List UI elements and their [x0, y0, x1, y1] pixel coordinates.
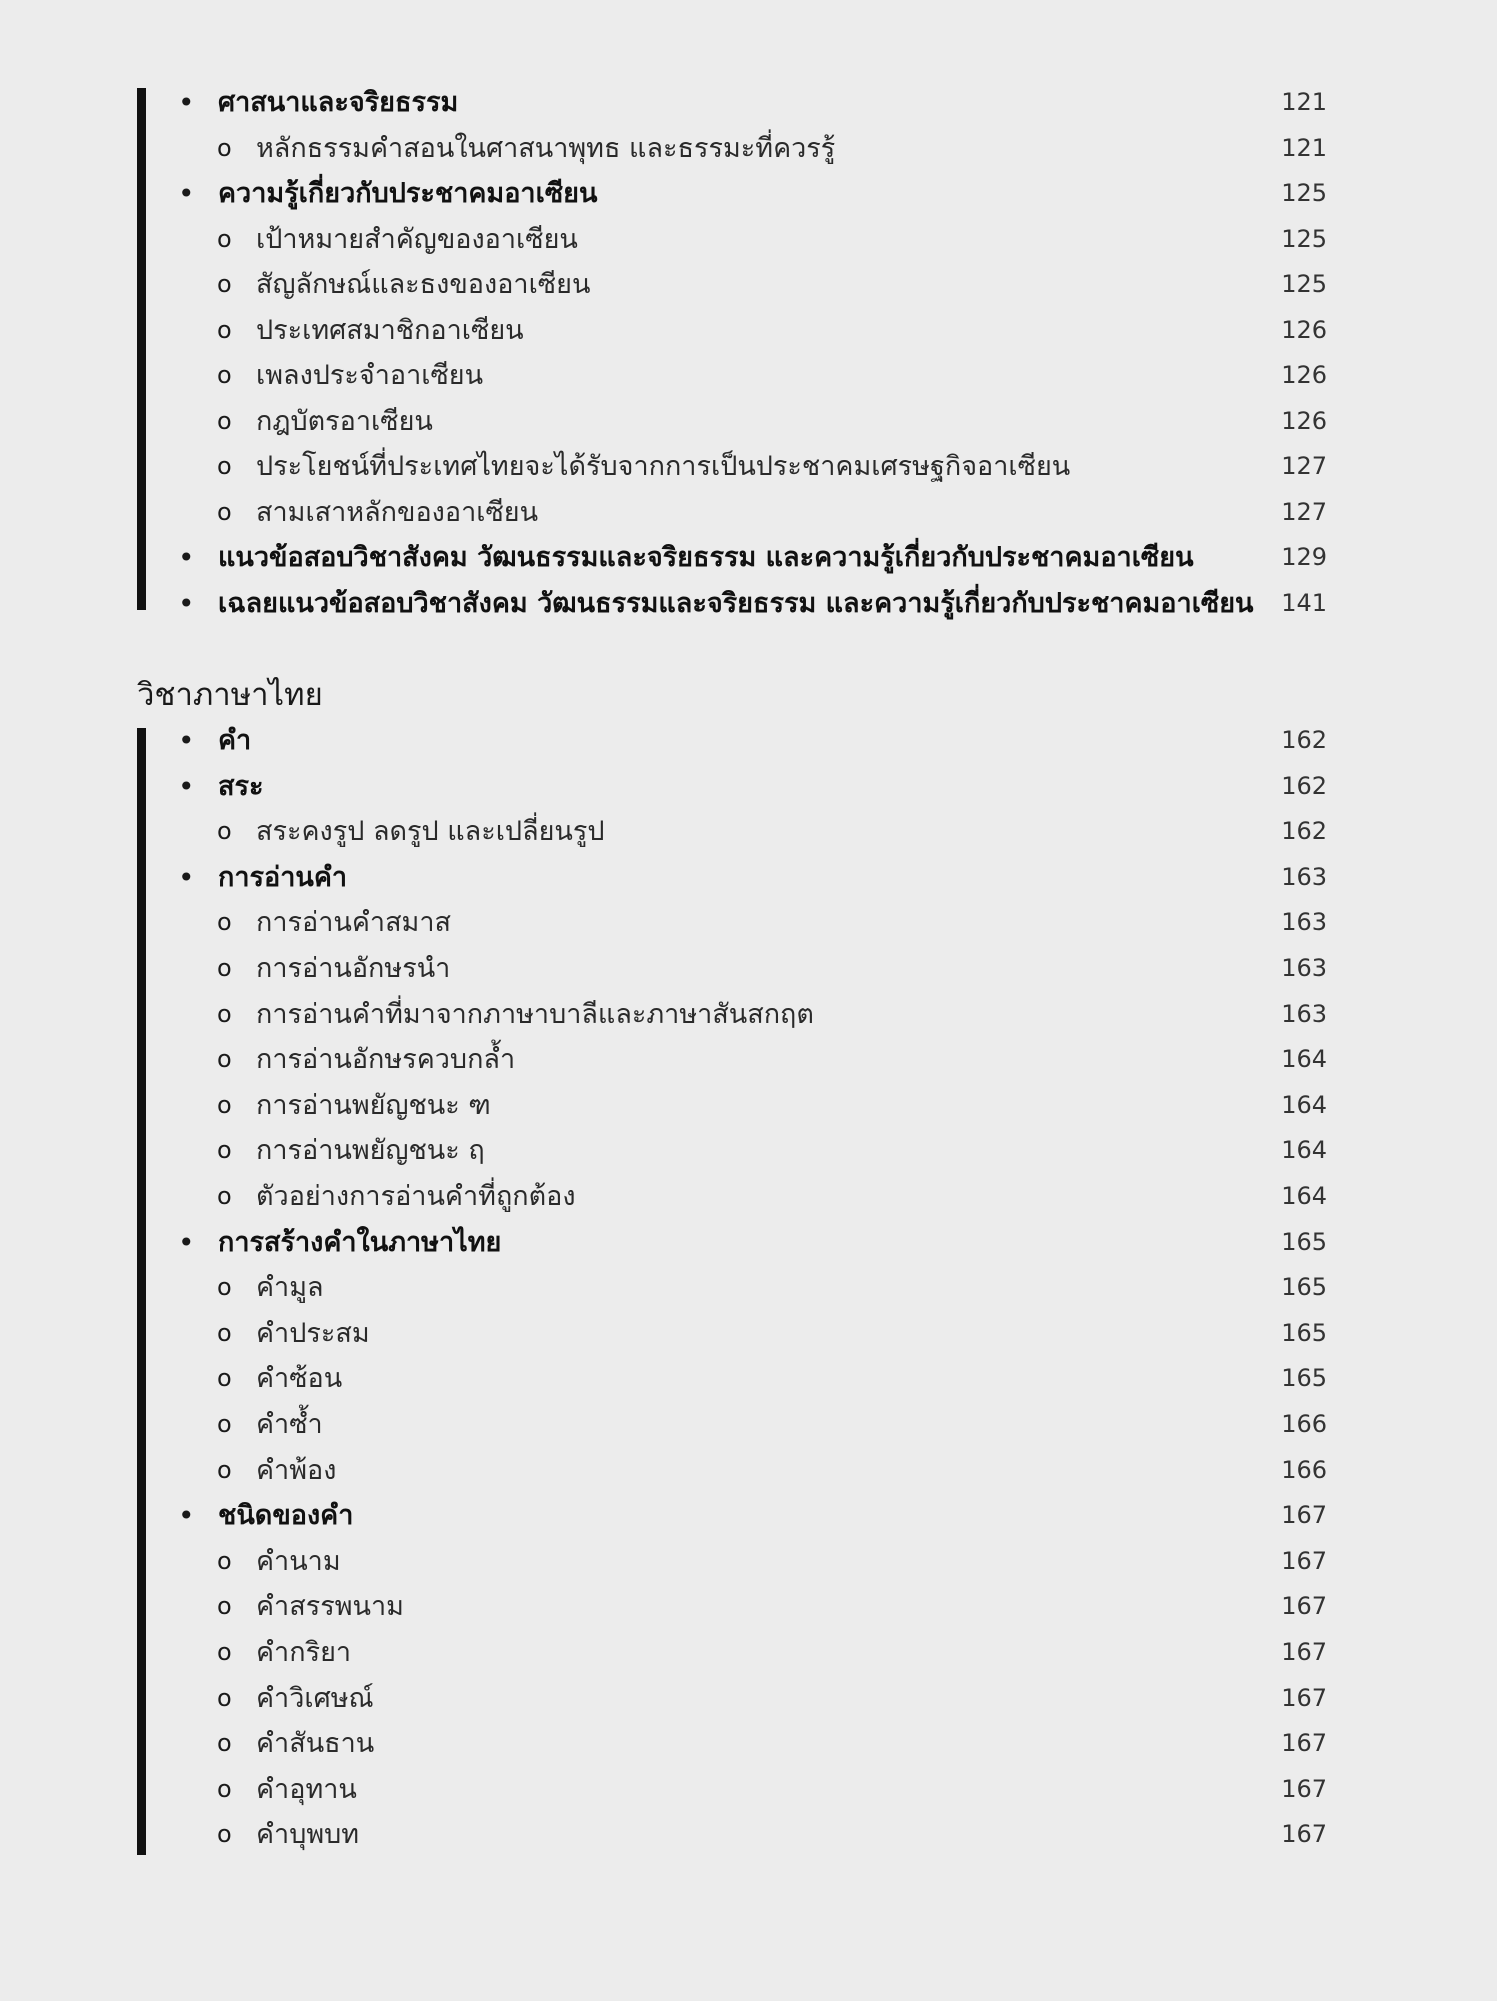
- toc-entry-label: คำสรรพนาม: [256, 1591, 404, 1623]
- circle-bullet-icon: o: [217, 1182, 232, 1210]
- toc-sub-entry: [137, 1083, 1327, 1128]
- circle-bullet-icon: o: [217, 1683, 232, 1712]
- toc-page-number: 165: [1281, 1227, 1327, 1256]
- toc-entry-label: ประเทศสมาชิกอาเซียน: [256, 314, 524, 346]
- circle-bullet-icon: o: [217, 1638, 232, 1666]
- toc-entry-label: คำกริยา: [256, 1637, 352, 1668]
- toc-entry-label: สามเสาหลักของอาเซียน: [256, 496, 539, 528]
- toc-page-number: 121: [1281, 133, 1327, 162]
- toc-entry-label: กฎบัตรอาเซียน: [256, 405, 433, 437]
- toc-entry-label: คำนาม: [256, 1545, 341, 1577]
- toc-sub-entry: [137, 1721, 1327, 1766]
- toc-entry-label: คำซ้อน: [256, 1363, 343, 1395]
- circle-bullet-icon: o: [217, 270, 232, 298]
- circle-bullet-icon: o: [217, 908, 232, 937]
- toc-entry-label: คำ: [218, 725, 252, 756]
- toc-page-number: 163: [1281, 954, 1327, 982]
- toc-page-number: 163: [1281, 908, 1327, 937]
- circle-bullet-icon: o: [217, 497, 232, 526]
- circle-bullet-icon: o: [217, 1136, 232, 1165]
- circle-bullet-icon: o: [217, 1364, 232, 1393]
- toc-entry-label: ศาสนาและจริยธรรม: [218, 87, 459, 118]
- circle-bullet-icon: o: [217, 1820, 232, 1849]
- toc-sub-entry: [137, 1584, 1327, 1629]
- toc-main-entry: [137, 80, 1327, 125]
- circle-bullet-icon: o: [217, 224, 232, 253]
- circle-bullet-icon: o: [217, 1090, 232, 1119]
- toc-entry-label: การสร้างคำในภาษาไทย: [218, 1226, 502, 1258]
- toc-page-number: 166: [1281, 1455, 1327, 1484]
- toc-sub-entry: [137, 399, 1327, 444]
- toc-page-number: 164: [1281, 1090, 1327, 1119]
- toc-page-number: 163: [1281, 862, 1327, 891]
- bullet-icon: •: [178, 541, 195, 574]
- circle-bullet-icon: o: [217, 1774, 232, 1803]
- circle-bullet-icon: o: [217, 1318, 232, 1347]
- bullet-icon: •: [178, 724, 195, 757]
- toc-page-number: 126: [1281, 406, 1327, 435]
- toc-page-number: 141: [1281, 588, 1327, 617]
- toc-entry-label: การอ่านพยัญชนะ ฤ: [256, 1135, 485, 1167]
- toc-entry-label: สระ: [218, 770, 264, 802]
- circle-bullet-icon: o: [217, 1546, 232, 1575]
- toc-page-number: 167: [1281, 1774, 1327, 1803]
- toc-page-number: 163: [1281, 999, 1327, 1028]
- toc-page-number: 121: [1281, 88, 1327, 116]
- toc-page-number: 167: [1281, 1546, 1327, 1575]
- section-title-thai: วิชาภาษาไทย: [137, 677, 323, 713]
- toc-main-entry: [137, 718, 1327, 763]
- toc-page-number: 167: [1281, 1729, 1327, 1758]
- toc-page-number: 167: [1281, 1638, 1327, 1666]
- toc-entry-label: การอ่านคำ: [218, 861, 348, 893]
- toc-section-social: [137, 80, 1327, 620]
- toc-sub-entry: [137, 900, 1327, 945]
- bullet-icon: •: [178, 86, 195, 119]
- toc-sub-entry: [137, 1311, 1327, 1356]
- toc-entry-label: ประโยชน์ที่ประเทศไทยจะได้รับจากการเป็นประชาคมเศรษฐกิจอาเซียน: [256, 451, 1071, 482]
- circle-bullet-icon: o: [217, 999, 232, 1028]
- toc-entry-label: คำพ้อง: [256, 1454, 337, 1486]
- toc-entry-label: คำมูล: [256, 1272, 324, 1304]
- toc-page-number: 125: [1281, 179, 1327, 207]
- toc-entry-label: แนวข้อสอบวิชาสังคม วัฒนธรรมและจริยธรรม และความรู้เกี่ยวกับประชาคมอาเซียน: [218, 542, 1194, 573]
- toc-sub-entry: [137, 1265, 1327, 1310]
- toc-entry-label: การอ่านพยัญชนะ ฑ: [256, 1089, 491, 1121]
- toc-page-number: 126: [1281, 361, 1327, 389]
- circle-bullet-icon: o: [217, 315, 232, 344]
- circle-bullet-icon: o: [217, 1455, 232, 1484]
- toc-page-number: 167: [1281, 1683, 1327, 1712]
- toc-main-entry: [137, 171, 1327, 216]
- toc-page-number: 125: [1281, 224, 1327, 253]
- bullet-icon: •: [178, 177, 195, 210]
- toc-page-number: 127: [1281, 452, 1327, 480]
- toc-entry-label: เฉลยแนวข้อสอบวิชาสังคม วัฒนธรรมและจริยธรรม และความรู้เกี่ยวกับประชาคมอาเซียน: [218, 587, 1254, 619]
- toc-page-number: 164: [1281, 1045, 1327, 1074]
- toc-entry-label: คำอุทาน: [256, 1773, 357, 1805]
- toc-entry-label: ตัวอย่างการอ่านคำที่ถูกต้อง: [256, 1181, 576, 1212]
- toc-main-entry: [137, 1493, 1327, 1538]
- toc-page-number: 162: [1281, 771, 1327, 800]
- circle-bullet-icon: o: [217, 1592, 232, 1621]
- toc-main-entry: [137, 764, 1327, 809]
- toc-sub-entry: [137, 1037, 1327, 1082]
- toc-sub-entry: [137, 1539, 1327, 1584]
- toc-sub-entry: [137, 1356, 1327, 1401]
- toc-page-number: 127: [1281, 497, 1327, 526]
- circle-bullet-icon: o: [217, 1045, 232, 1074]
- toc-page-number: 125: [1281, 270, 1327, 298]
- toc-entry-label: การอ่านอักษรนำ: [256, 953, 451, 984]
- toc-page-number: 167: [1281, 1820, 1327, 1849]
- toc-entry-label: ความรู้เกี่ยวกับประชาคมอาเซียน: [218, 178, 598, 209]
- toc-entry-label: คำบุพบท: [256, 1819, 360, 1851]
- toc-page-number: 166: [1281, 1410, 1327, 1438]
- circle-bullet-icon: o: [217, 133, 232, 162]
- circle-bullet-icon: o: [217, 817, 232, 846]
- circle-bullet-icon: o: [217, 954, 232, 982]
- toc-entry-label: หลักธรรมคำสอนในศาสนาพุทธ และธรรมะที่ควรรู้: [256, 132, 836, 164]
- toc-page-number: 165: [1281, 1364, 1327, 1393]
- toc-entry-label: การอ่านคำสมาส: [256, 907, 451, 939]
- toc-page-number: 126: [1281, 315, 1327, 344]
- bullet-icon: •: [178, 586, 195, 620]
- toc-page-number: 162: [1281, 817, 1327, 846]
- toc-sub-entry: [137, 992, 1327, 1037]
- toc-main-entry: [137, 581, 1327, 626]
- toc-sub-entry: [137, 262, 1327, 307]
- toc-sub-entry: [137, 1812, 1327, 1857]
- toc-sub-entry: [137, 946, 1327, 991]
- toc-sub-entry: [137, 1402, 1327, 1447]
- toc-sub-entry: [137, 353, 1327, 398]
- toc-entry-label: การอ่านคำที่มาจากภาษาบาลีและภาษาสันสกฤต: [256, 998, 814, 1030]
- circle-bullet-icon: o: [217, 406, 232, 435]
- toc-sub-entry: [137, 126, 1327, 171]
- toc-main-entry: [137, 535, 1327, 580]
- toc-sub-entry: [137, 1630, 1327, 1675]
- toc-main-entry: [137, 855, 1327, 900]
- toc-main-entry: [137, 1220, 1327, 1265]
- toc-sub-entry: [137, 490, 1327, 535]
- circle-bullet-icon: o: [217, 1273, 232, 1302]
- toc-entry-label: สระคงรูป ลดรูป และเปลี่ยนรูป: [256, 816, 605, 848]
- bullet-icon: •: [178, 769, 195, 803]
- toc-sub-entry: [137, 1174, 1327, 1219]
- toc-page-number: 164: [1281, 1136, 1327, 1165]
- toc-entry-label: สัญลักษณ์และธงของอาเซียน: [256, 269, 591, 300]
- circle-bullet-icon: o: [217, 452, 232, 480]
- toc-sub-entry: [137, 1448, 1327, 1493]
- toc-section-thai: [137, 718, 1327, 1858]
- bullet-icon: •: [178, 1499, 195, 1533]
- toc-entry-label: ชนิดของคำ: [218, 1500, 354, 1532]
- toc-entry-label: เพลงประจำอาเซียน: [256, 360, 484, 391]
- toc-sub-entry: [137, 1676, 1327, 1721]
- toc-sub-entry: [137, 809, 1327, 854]
- toc-entry-label: คำวิเศษณ์: [256, 1682, 374, 1714]
- toc-page-number: 162: [1281, 726, 1327, 754]
- toc-page-number: 165: [1281, 1273, 1327, 1302]
- toc-entry-label: คำซ้ำ: [256, 1409, 323, 1440]
- circle-bullet-icon: o: [217, 361, 232, 389]
- toc-sub-entry: [137, 1767, 1327, 1812]
- toc-entry-label: คำสันธาน: [256, 1728, 375, 1760]
- bullet-icon: •: [178, 1225, 195, 1259]
- toc-entry-label: เป้าหมายสำคัญของอาเซียน: [256, 223, 578, 255]
- toc-page-number: 129: [1281, 543, 1327, 571]
- circle-bullet-icon: o: [217, 1410, 232, 1438]
- toc-sub-entry: [137, 308, 1327, 353]
- bullet-icon: •: [178, 860, 195, 894]
- toc-page-number: 167: [1281, 1592, 1327, 1621]
- toc-sub-entry: [137, 1128, 1327, 1173]
- toc-sub-entry: [137, 444, 1327, 489]
- toc-sub-entry: [137, 217, 1327, 262]
- toc-page-number: 165: [1281, 1318, 1327, 1347]
- circle-bullet-icon: o: [217, 1729, 232, 1758]
- toc-page-number: 164: [1281, 1182, 1327, 1210]
- toc-entry-label: การอ่านอักษรควบกล้ำ: [256, 1044, 516, 1076]
- toc-entry-label: คำประสม: [256, 1317, 370, 1349]
- toc-page-number: 167: [1281, 1501, 1327, 1530]
